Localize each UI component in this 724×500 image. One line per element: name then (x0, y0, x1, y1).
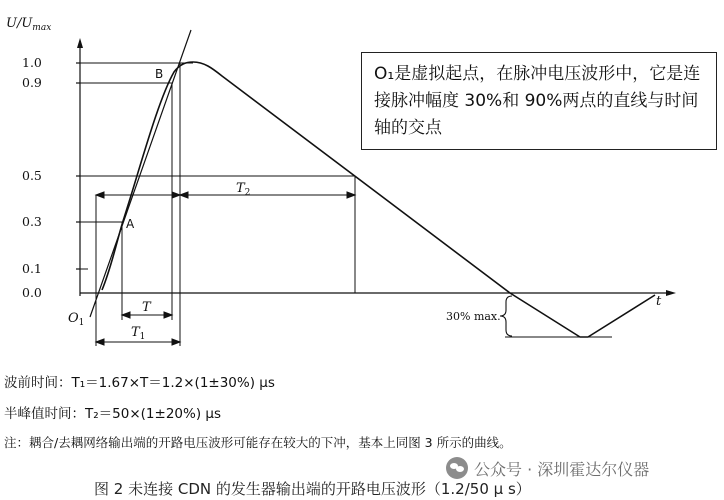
wechat-icon (446, 457, 468, 479)
virtual-front-line (90, 30, 191, 317)
half-value-time-formula: 半峰值时间：T₂＝50×(1±20%) μs (4, 406, 222, 422)
o1-note-text: O₁是虚拟起点，在脉冲电压波形中，它是连接脉冲幅度 30%和 90%两点的直线与时间轴的交点 (374, 64, 701, 138)
x-axis-arrow (666, 290, 676, 296)
tick-label-0-1: 0.1 (22, 261, 42, 276)
t-label: T (142, 300, 151, 315)
o1-note-box (361, 52, 717, 150)
figure-caption: 图 2 未连接 CDN 的发生器输出端的开路电压波形（1.2/50 μ s） (94, 480, 531, 498)
tick-label-1-0: 1.0 (22, 55, 42, 70)
front-time-formula: 波前时间：T₁＝1.67×T＝1.2×(1±30%) μs (4, 375, 275, 391)
y-axis-arrow (77, 38, 83, 48)
waveform-remark: 注：耦合/去耦网络输出端的开路电压波形可能存在较大的下冲，基本上同图 3 所示的曲线。 (4, 435, 512, 450)
tick-label-0-3: 0.3 (22, 214, 42, 229)
t2-label: $T_2$ (236, 181, 251, 198)
tick-label-0-9: 0.9 (22, 75, 42, 90)
t1-label: $T_1$ (131, 325, 146, 342)
undershoot-brace (500, 296, 512, 336)
tick-label-0-0: 0.0 (22, 285, 42, 300)
y-axis-title: $U/U_{max}$ (6, 16, 52, 33)
point-a-label: A (126, 217, 135, 231)
x-axis-title: t (656, 294, 662, 309)
tick-label-0-5: 0.5 (22, 168, 42, 183)
point-b-label: B (155, 67, 164, 81)
point-o1-label: $O_1$ (68, 311, 85, 328)
watermark-text: 公众号 · 深圳霍达尔仪器 (474, 459, 650, 479)
undershoot-label: 30% max. (446, 310, 501, 323)
